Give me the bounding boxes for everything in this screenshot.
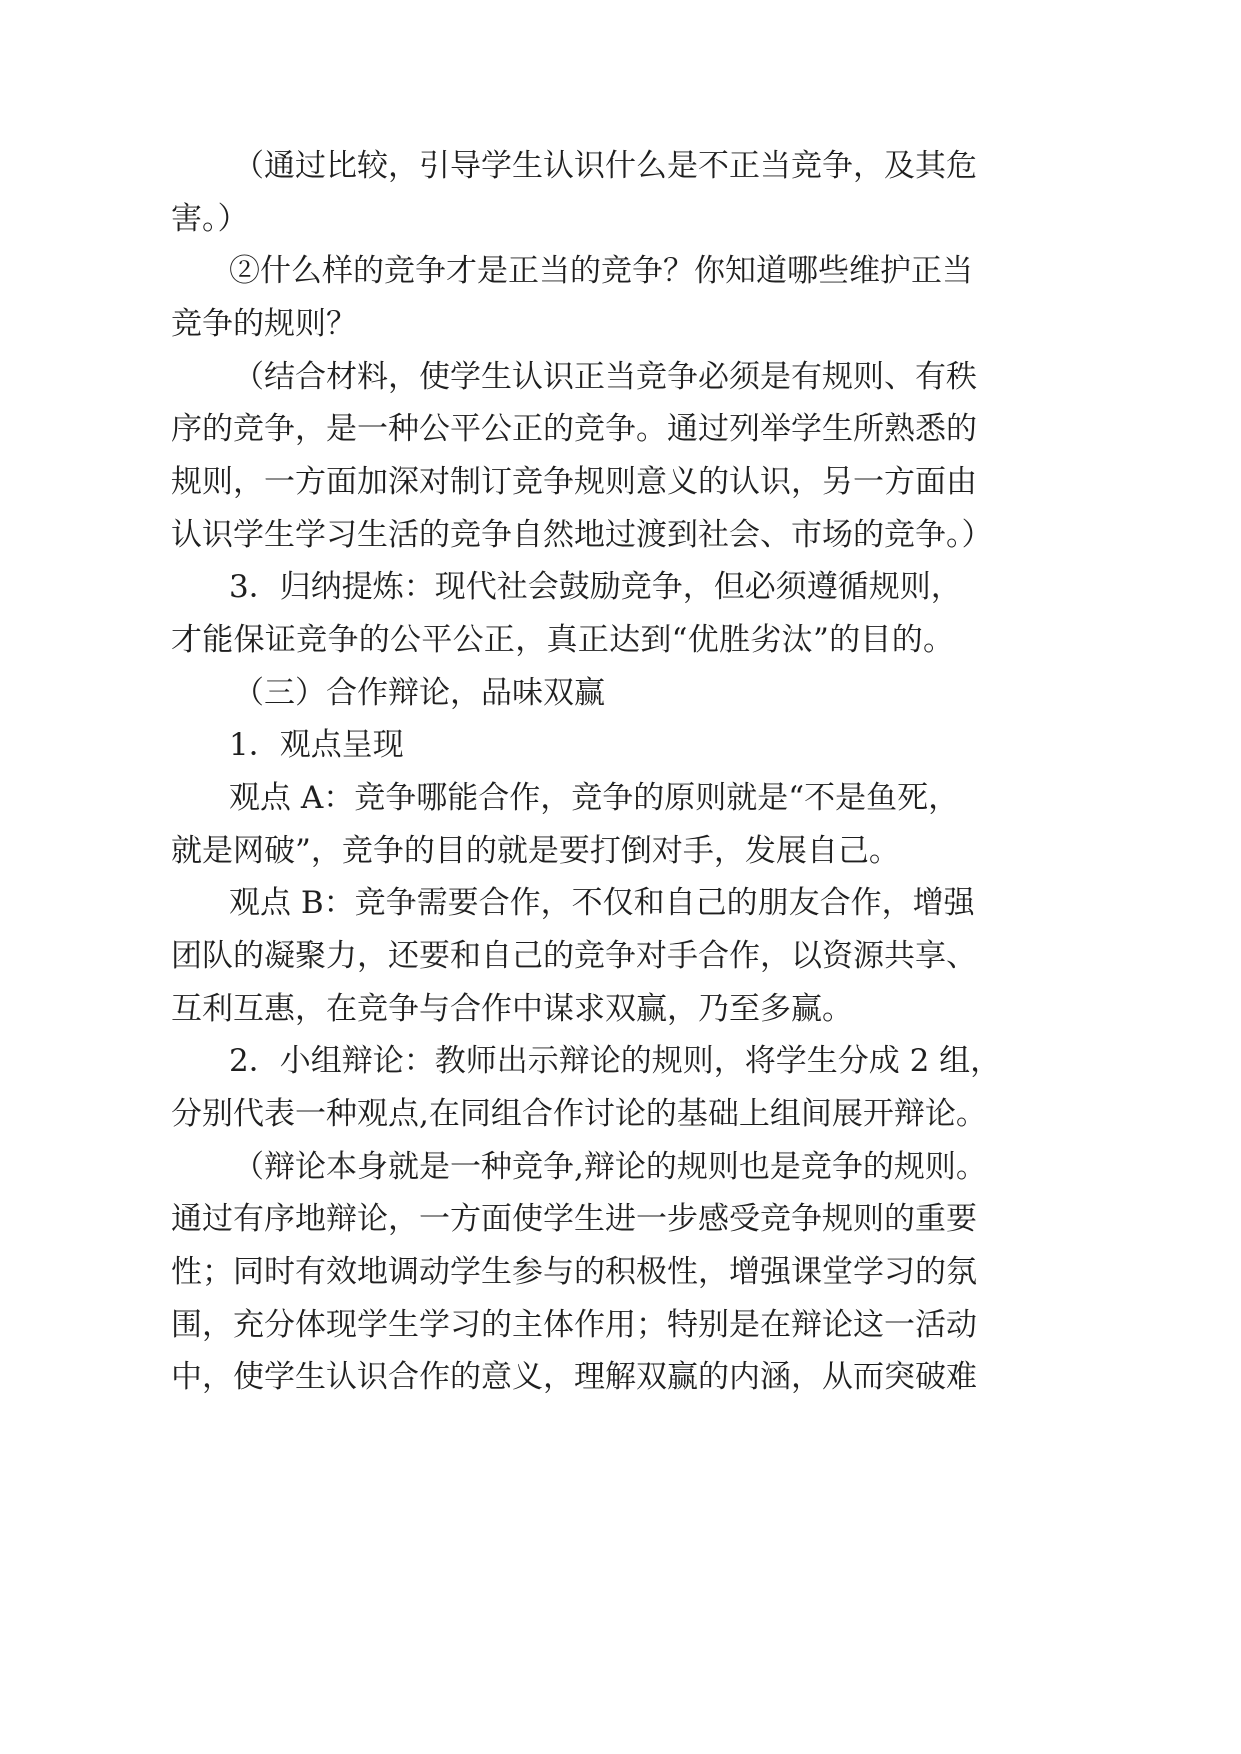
section-heading: （三）合作辩论，品味双赢 xyxy=(233,675,605,711)
text-line: 害。） xyxy=(171,201,249,237)
text-line: （结合材料，使学生认识正当竞争必须是有规则、有秩 xyxy=(233,359,977,395)
text-line: 才能保证竞争的公平公正，真正达到“优胜劣汰”的目的。 xyxy=(171,622,954,658)
text-line: 认识学生学习生活的竞争自然地过渡到社会、市场的竞争。） xyxy=(171,517,993,553)
text-line: ②什么样的竞争才是正当的竞争？你知道哪些维护正当 xyxy=(229,253,973,289)
text-line: 观点 B：竞争需要合作，不仅和自己的朋友合作，增强 xyxy=(229,885,975,921)
text-line: 团队的凝聚力，还要和自己的竞争对手合作，以资源共享、 xyxy=(171,938,977,974)
text-line: 分别代表一种观点,在同组合作讨论的基础上组间展开辩论。 xyxy=(171,1096,987,1132)
text-line: 就是网破”，竞争的目的就是要打倒对手，发展自己。 xyxy=(171,833,900,869)
text-line: （通过比较，引导学生认识什么是不正当竞争，及其危 xyxy=(233,148,977,184)
text-line: 3．归纳提炼：现代社会鼓励竞争，但必须遵循规则， xyxy=(229,569,962,605)
text-line: 中，使学生认识合作的意义，理解双赢的内涵，从而突破难 xyxy=(171,1359,977,1395)
text-line: 互利互惠，在竞争与合作中谋求双赢，乃至多赢。 xyxy=(171,991,853,1027)
text-line: 性；同时有效地调动学生参与的积极性，增强课堂学习的氛 xyxy=(171,1254,977,1290)
text-line: 序的竞争，是一种公平公正的竞争。通过列举学生所熟悉的 xyxy=(171,411,977,447)
text-line: 通过有序地辩论，一方面使学生进一步感受竞争规则的重要 xyxy=(171,1201,977,1237)
text-line: 观点 A：竞争哪能合作，竞争的原则就是“不是鱼死， xyxy=(229,780,960,816)
text-line: 2．小组辩论：教师出示辩论的规则，将学生分成 2 组， xyxy=(229,1043,1002,1079)
text-line: 规则，一方面加深对制订竞争规则意义的认识，另一方面由 xyxy=(171,464,977,500)
text-line: （辩论本身就是一种竞争,辩论的规则也是竞争的规则。 xyxy=(233,1149,987,1185)
text-line: 竞争的规则？ xyxy=(171,306,357,342)
text-line: 围，充分体现学生学习的主体作用；特别是在辩论这一活动 xyxy=(171,1307,977,1343)
subsection-heading: 1．观点呈现 xyxy=(229,727,404,763)
